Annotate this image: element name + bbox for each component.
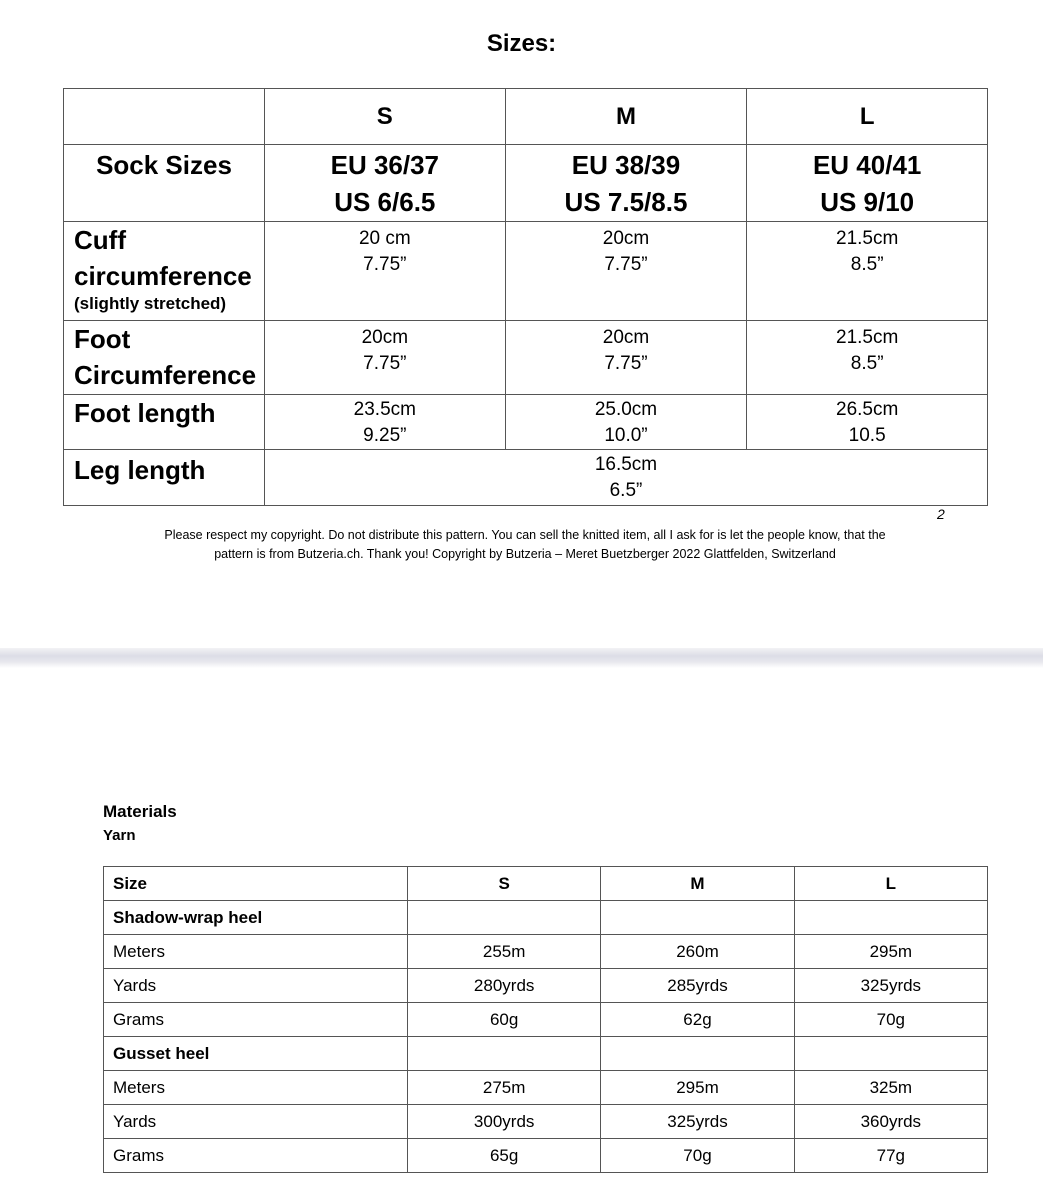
copyright-line-2: pattern is from Butzeria.ch. Thank you! Copyright by Butzeria – Meret Buetzberger 2022 Glattfelden, Switzerland: [214, 547, 836, 561]
table-row: Meters 275m 295m 325m: [104, 1071, 988, 1105]
foot-length-label: Foot length: [64, 395, 265, 450]
leg-length-label: Leg length: [64, 450, 265, 506]
cuff-m: 20cm 7.75”: [505, 222, 747, 321]
cuff-l: 21.5cm 8.5”: [747, 222, 988, 321]
header-size-s: S: [264, 89, 505, 145]
leg-length-row: [64, 450, 988, 506]
sock-sizes-row: [64, 145, 988, 222]
foot-length-row: [64, 395, 988, 450]
foot-length-s: 23.5cm 9.25”: [264, 395, 505, 450]
yarn-header-size: Size: [104, 867, 408, 901]
cuff-s: 20 cm 7.75”: [264, 222, 505, 321]
materials-subtitle: Yarn: [103, 827, 136, 844]
table-row: Meters 255m 260m 295m: [104, 935, 988, 969]
gusset-heel-row: [104, 1037, 988, 1071]
table-row: Yards 300yrds 325yrds 360yrds: [104, 1105, 988, 1139]
foot-circumference-row: [64, 321, 988, 395]
header-size-l: L: [747, 89, 988, 145]
yarn-header-s: S: [408, 867, 601, 901]
foot-circ-s: 20cm 7.75”: [264, 321, 505, 395]
table-row: Yards 280yrds 285yrds 325yrds: [104, 969, 988, 1003]
copyright-notice: [100, 526, 950, 564]
yarn-header-m: M: [601, 867, 794, 901]
sizes-table: [63, 88, 988, 506]
sizes-header-row: [64, 89, 988, 145]
copyright-line-1: Please respect my copyright. Do not distribute this pattern. You can sell the knitted item, all I ask for is let the people know, that the: [164, 528, 886, 542]
header-empty-cell: [64, 89, 265, 145]
shadow-wrap-heel-label: Shadow-wrap heel: [104, 901, 408, 935]
sock-sizes-label: Sock Sizes: [64, 145, 265, 222]
yarn-table: [103, 866, 988, 1173]
table-row: Grams 65g 70g 77g: [104, 1139, 988, 1173]
sock-size-m: EU 38/39 US 7.5/8.5: [505, 145, 747, 222]
foot-length-m: 25.0cm 10.0”: [505, 395, 747, 450]
table-row: Grams 60g 62g 70g: [104, 1003, 988, 1037]
yarn-header-l: L: [794, 867, 987, 901]
foot-length-l: 26.5cm 10.5: [747, 395, 988, 450]
leg-length-value: 16.5cm 6.5”: [264, 450, 987, 506]
page-number: 2: [937, 506, 945, 522]
header-size-m: M: [505, 89, 747, 145]
foot-circ-m: 20cm 7.75”: [505, 321, 747, 395]
cuff-row: [64, 222, 988, 321]
page-divider: [0, 648, 1043, 668]
cuff-note: (slightly stretched): [74, 294, 227, 313]
page-title: Sizes:: [486, 30, 557, 57]
foot-circumference-label: Foot Circumference: [64, 321, 265, 395]
materials-title: Materials: [103, 802, 177, 821]
foot-circ-l: 21.5cm 8.5”: [747, 321, 988, 395]
shadow-wrap-heel-row: [104, 901, 988, 935]
yarn-header-row: [104, 867, 988, 901]
cuff-label: Cuff circumference (slightly stretched): [64, 222, 265, 321]
sock-size-l: EU 40/41 US 9/10: [747, 145, 988, 222]
sock-size-s: EU 36/37 US 6/6.5: [264, 145, 505, 222]
gusset-heel-label: Gusset heel: [104, 1037, 408, 1071]
